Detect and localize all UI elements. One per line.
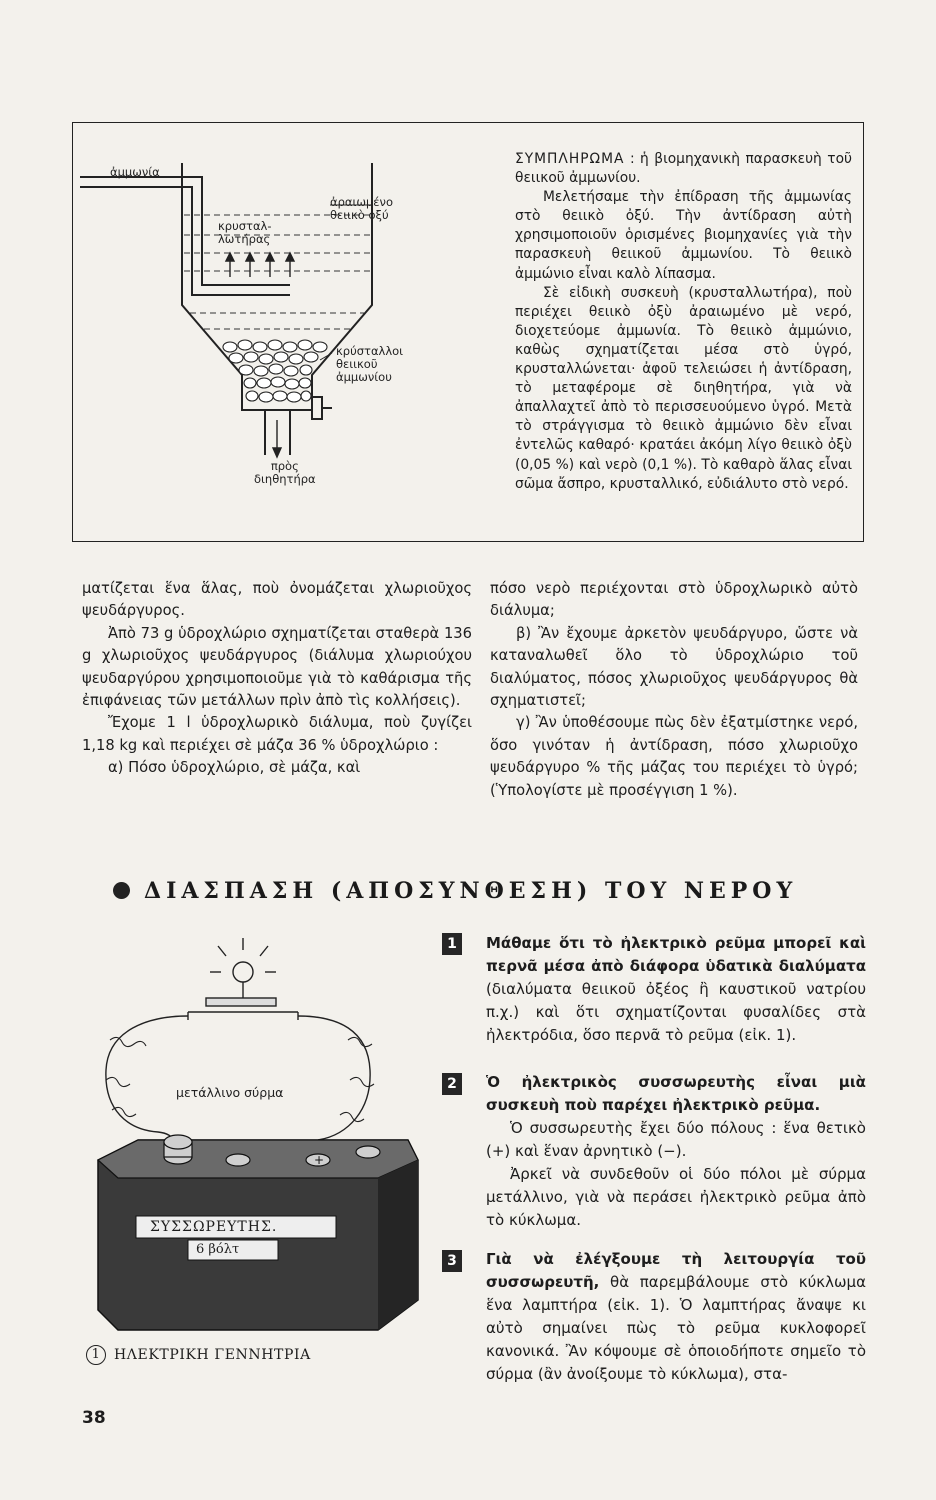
supplement-title: ΣΥΜΠΛΗΡΩΜΑ bbox=[515, 151, 625, 167]
heading-bullet bbox=[113, 882, 130, 899]
right-column bbox=[490, 578, 858, 802]
figure-caption-text: ΗΛΕΚΤΡΙΚΗ ΓΕΝΝΗΤΡΙΑ bbox=[114, 1347, 311, 1363]
label-to-filter: πρὸς διηθητήρα bbox=[254, 459, 316, 486]
section-1-bold: Μάθαμε ὅτι τὸ ἠλεκτρικὸ ρεῦμα μπορεῖ καὶ περνᾶ μέσα ἀπὸ διάφορα ὑδατικὰ διαλύματα bbox=[486, 934, 866, 975]
supplement-subtitle: : ἡ βιομηχανικὴ παρασκευὴ τοῦ θειικοῦ ἀμμωνίου. bbox=[515, 151, 853, 187]
left-paragraph: Ἀπὸ 73 g ὑδροχλώριο σχηματίζεται σταθερὰ 136 g χλωριοῦχος ψευδάργυρος (διάλυμα χλωριούχου ψευδαργύρου χρησιμοποιοῦμε γιὰ τὸ καθάρισμα τῆς ἐπιφάνειας τῶν μετάλλων πρὶν ἀπὸ τὶς κολλήσεις). bbox=[82, 624, 472, 710]
section-3-bold: Γιὰ νὰ ἐλέγξουμε τὴ λειτουργία τοῦ συσσωρευτῆ, bbox=[486, 1250, 866, 1291]
wire-label: μετάλλινο σύρμα bbox=[176, 1085, 284, 1100]
section-2-bold: Ὁ ἠλεκτρικὸς συσσωρευτὴς εἶναι μιὰ συσκευὴ ποὺ παρέχει ἠλεκτρικὸ ρεῦμα. bbox=[486, 1073, 866, 1114]
left-paragraph: ματίζεται ἕνα ἅλας, ποὺ ὀνομάζεται χλωριοῦχος ψευδάργυρος. bbox=[82, 580, 472, 620]
section-number-3: 3 bbox=[442, 1250, 462, 1272]
left-paragraph: Ἔχομε 1 l ὑδροχλωρικὸ διάλυμα, ποὺ ζυγίζει 1,18 kg καὶ περιέχει σὲ μάζα 36 % ὑδροχλώριο : bbox=[82, 714, 472, 754]
section-2 bbox=[486, 1071, 866, 1232]
section-2-p3: Ἀρκεῖ νὰ συνδεθοῦν οἱ δύο πόλοι μὲ σύρμα μετάλλινο, γιὰ νὰ περάσει ἠλεκτρικὸ ρεῦμα ἀπὸ τὸ κύκλωμα. bbox=[486, 1165, 866, 1229]
section-3-text: θὰ παρεμβάλουμε στὸ κύκλωμα ἕνα λαμπτήρα (εἰκ. 1). Ὁ λαμπτήρας ἄναψε κι αὐτὸ σημαίνει πὼς τὸ ρεῦμα κυκλοφορεῖ κανονικά. Ἂν κόψουμε σὲ ὁποιοδήποτε σημεῖο τὸ σύρμα (ἂν ἀνοίξουμε τὸ κύκλωμα), στα- bbox=[486, 1273, 866, 1383]
section-1 bbox=[486, 932, 866, 1047]
label-dilute-acid: ἀραιωμένο θειικὸ ὀξύ bbox=[330, 195, 393, 222]
section-3 bbox=[486, 1248, 866, 1386]
voltage-label: 6 βόλτ bbox=[196, 1242, 240, 1257]
section-number-2: 2 bbox=[442, 1073, 462, 1095]
battery-figure bbox=[78, 920, 468, 1340]
supplement-paragraph: Μελετήσαμε τὴν ἐπίδραση τῆς ἀμμωνίας στὸ θειικὸ ὀξύ. Τὴν ἀντίδραση αὐτὴ χρησιμοποιοῦν ὁρισμένες βιομηχανίες γιὰ τὴν παρασκευὴ θειικοῦ ἀμμωνίου. Τὸ θειικὸ ἀμμώνιο εἶναι καλὸ λίπασμα. bbox=[515, 189, 852, 282]
label-crystallizer: κρυσταλ- λωτήρας bbox=[218, 219, 272, 246]
section-heading: ΔΙΑΣΠΑΣΗ (ΑΠΟΣΥΝΘΕΣΗ) ΤΟΥ ΝΕΡΟΥ bbox=[144, 878, 798, 904]
right-paragraph: β) Ἂν ἔχουμε ἀρκετὸν ψευδάργυρο, ὥστε νὰ καταναλωθεῖ ὅλο τὸ ὑδροχλώριο τοῦ διαλύματος, πόσος χλωριοῦχος ψευδάργυρος θὰ σχηματιστεῖ; bbox=[490, 624, 858, 710]
label-crystals: κρύσταλλοι θειικοῦ ἀμμωνίου bbox=[336, 344, 404, 384]
figure-number: 1 bbox=[86, 1345, 106, 1365]
left-paragraph: α) Πόσο ὑδροχλώριο, σὲ μάζα, καὶ bbox=[108, 759, 361, 777]
section-number-1: 1 bbox=[442, 933, 462, 955]
supplement-paragraph: Σὲ εἰδικὴ συσκευὴ (κρυσταλλωτήρα), ποὺ περιέχει θειικὸ ὀξὺ ἀραιωμένο μὲ νερό, διοχετεύομε ἀμμωνία. Τὸ θειικὸ ἀμμώνιο, καθὼς σχηματίζεται μέσα στὸ ὑγρό, κρυσταλλώνεται· ἀφοῦ τελειώσει ἡ ἀντίδραση, τὸ μεταφέρομε σὲ διηθητήρα, γιὰ νὰ ἀπαλλαχτεῖ ἀπὸ τὸ περισσευούμενο ὑγρό. Μετὰ τὸ στράγγισμα τὸ θειικὸ ἀμμώνιο δὲν εἶναι ἐντελῶς καθαρό· κρατάει ἀκόμη λίγο θειικὸ ὀξὺ (0,05 %) καὶ νερὸ (0,1 %). Τὸ καθαρὸ ἅλας εἶναι σῶμα ἄσπρο, κρυσταλλικό, εὐδιάλυτο στὸ νερό. bbox=[515, 284, 852, 492]
battery-label: ΣΥΣΣΩΡΕΥΤΗΣ. bbox=[150, 1219, 278, 1235]
label-ammonia: ἀμμωνία bbox=[110, 165, 160, 179]
gas-bubbles-arrows bbox=[226, 253, 294, 277]
svg-text:+: + bbox=[314, 1153, 325, 1167]
outlet-valve bbox=[312, 397, 322, 419]
outflow-arrow bbox=[273, 420, 281, 457]
page-number: 38 bbox=[82, 1408, 106, 1428]
right-paragraph: γ) Ἂν ὑποθέσουμε πὼς δὲν ἐξατμίστηκε νερό, ὅσο γινόταν ἡ ἀντίδραση, πόσο χλωριοῦχο ψευδάργυρο % τῆς μάζας του περιέχει τὸ ὑγρό; (Ὑπολογίστε μὲ προσέγγιση 1 %). bbox=[490, 714, 858, 799]
supplement-text bbox=[515, 150, 852, 494]
section-2-p2: Ὁ συσσωρευτὴς ἔχει δύο πόλους : ἕνα θετικὸ (+) καὶ ἕναν ἀρνητικὸ (−). bbox=[486, 1119, 866, 1160]
left-column bbox=[82, 578, 472, 780]
lamp-icon bbox=[188, 938, 298, 1020]
section-1-text: (διαλύματα θειικοῦ ὀξέος ἢ καυστικοῦ νατρίου π.χ.) καὶ ὅτι σχηματίζονται φυσαλίδες στὰ ἠλεκτρόδια, ὅσο περνᾶ τὸ ρεῦμα (εἰκ. 1). bbox=[486, 980, 866, 1044]
right-paragraph: πόσο νερὸ περιέχονται στὸ ὑδροχλωρικὸ αὐτὸ διάλυμα; bbox=[490, 580, 858, 620]
figure-caption bbox=[86, 1345, 311, 1365]
